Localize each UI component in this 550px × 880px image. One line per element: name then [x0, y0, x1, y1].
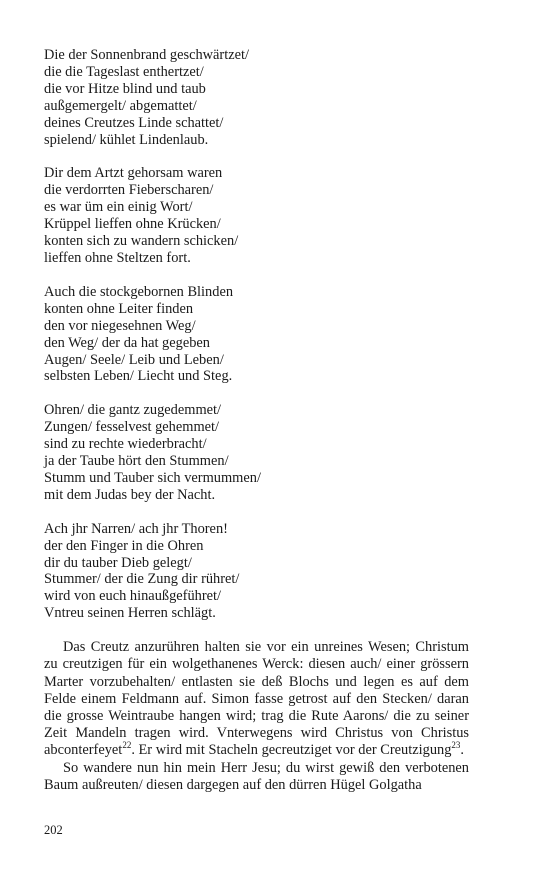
verse-line: Stummer/ der die Zung dir rühret/: [44, 571, 240, 588]
verse-line: Krüppel lieffen ohne Krücken/: [44, 216, 221, 233]
verse-line: außgemergelt/ abgemattet/: [44, 97, 197, 114]
prose-text: Das Creutz anzurühren halten sie vor ein unreines Wesen; Christum zu creutzigen für ein wolgethanenes Werck: diesen auch/ einer grössern Marter vorzubehalten/ entlasten sie deß Blochs und legen es auf dem Felde einem Feldmann auf. Simon fasse getrost auf den Stecken/ daran die grosse Weintraube hangen wird; trag die Rute Aarons/ die zu seiner Zeit Mandeln tragen wird. Vnterwegens wird Christus von Christus abconterfeyet: [44, 639, 469, 759]
stanza: [44, 165, 469, 266]
verse-line: Vntreu seinen Herren schlägt.: [44, 605, 216, 622]
verse-line: die vor Hitze blind und taub: [44, 80, 206, 97]
verse-line: dir du tauber Dieb gelegt/: [44, 554, 192, 571]
verse-line: wird von euch hinaußgeführet/: [44, 588, 222, 605]
verse-line: Auch die stockgebornen Blinden: [44, 283, 234, 300]
page-number: 202: [44, 823, 63, 837]
verse-line: Ohren/ die gantz zugedemmet/: [44, 402, 222, 419]
verse-line: deines Creutzes Linde schattet/: [44, 114, 224, 131]
verse-line: konten sich zu wandern schicken/: [44, 233, 239, 250]
stanza: [44, 47, 469, 148]
verse-line: sind zu rechte wiederbracht/: [44, 436, 207, 453]
verse-line: lieffen ohne Steltzen fort.: [44, 249, 191, 266]
footnote-ref: 22: [122, 740, 132, 751]
stanza: [44, 284, 469, 385]
verse-line: Die der Sonnenbrand geschwärtzet/: [44, 47, 249, 63]
verse-line: selbsten Leben/ Liecht und Steg.: [44, 368, 233, 385]
prose-paragraph: [44, 760, 469, 794]
verse-line: ja der Taube hört den Stummen/: [44, 453, 229, 470]
verse-line: der den Finger in die Ohren: [44, 537, 204, 554]
verse-line: Augen/ Seele/ Leib und Leben/: [44, 351, 224, 368]
verse-line: spielend/ kühlet Lindenlaub.: [44, 131, 209, 148]
prose-text: So wandere nun hin mein Herr Jesu; du wirst gewiß den verbotenen Baum außreuten/ diesen dargegen auf den dürren Hügel Golgatha: [44, 759, 469, 793]
verse-line: es war üm ein einig Wort/: [44, 199, 193, 216]
verse-line: Zungen/ fesselvest gehemmet/: [44, 419, 220, 436]
verse-line: Ach jhr Narren/ ach jhr Thoren!: [44, 520, 228, 537]
prose-section: [44, 639, 469, 794]
verse-line: die verdorrten Fieberscharen/: [44, 182, 214, 199]
prose-paragraph: [44, 639, 469, 759]
verse-line: Stumm und Tauber sich vermummen/: [44, 469, 261, 486]
page-body: [44, 47, 469, 794]
verse-line: den Weg/ der da hat gegeben: [44, 334, 210, 351]
prose-text: . Er wird mit Stacheln gecreutziget vor der Creutzigung: [131, 742, 452, 759]
prose-text: .: [460, 742, 465, 759]
verse-line: mit dem Judas bey der Nacht.: [44, 486, 216, 503]
stanza: [44, 521, 469, 622]
footnote-ref: 23: [451, 740, 461, 751]
verse-line: den vor niegesehnen Weg/: [44, 317, 196, 334]
stanza: [44, 402, 469, 503]
verse-line: konten ohne Leiter finden: [44, 300, 194, 317]
poem: [44, 47, 469, 622]
verse-line: Dir dem Artzt gehorsam waren: [44, 165, 223, 182]
verse-line: die die Tageslast enthertzet/: [44, 63, 204, 80]
